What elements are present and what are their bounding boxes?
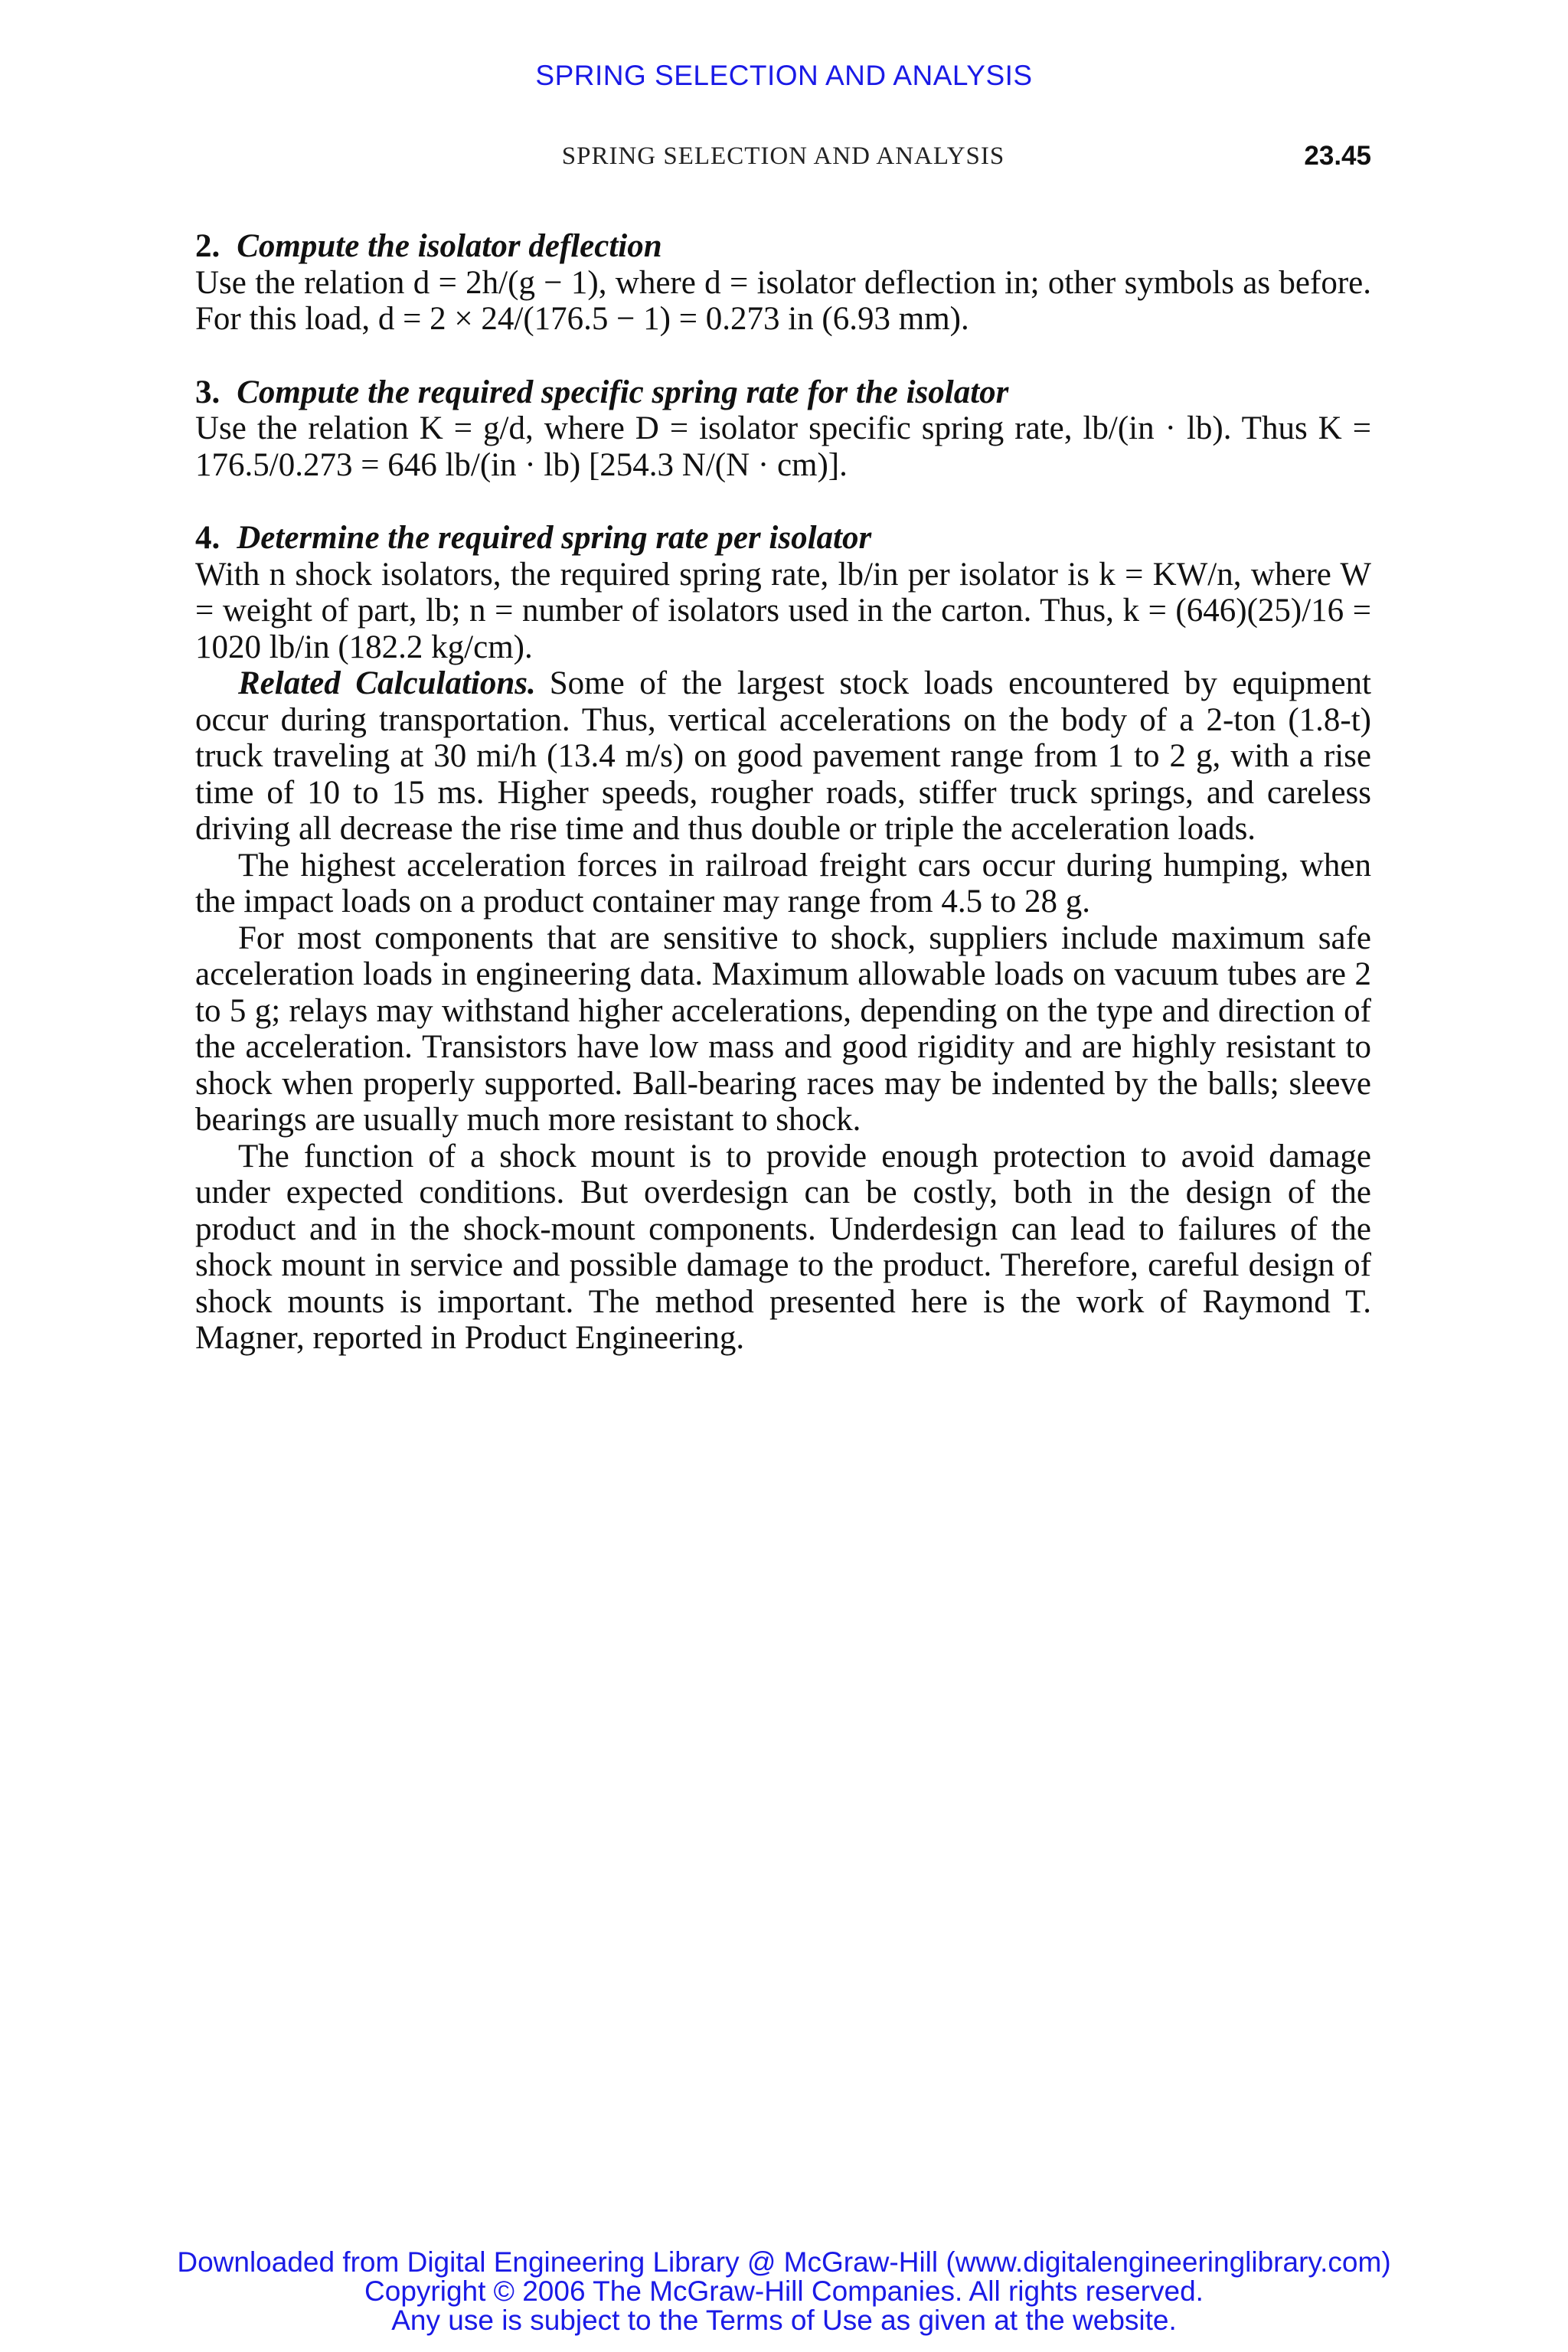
related-calculations-paragraph	[195, 665, 1371, 848]
step-number: 4.	[195, 520, 220, 556]
step-heading	[195, 374, 1371, 411]
page-body	[195, 228, 1371, 1357]
footer-terms[interactable]: Any use is subject to the Terms of Use as given at the website.	[391, 2305, 1177, 2336]
step-heading	[195, 228, 1371, 265]
running-head-title: SPRING SELECTION AND ANALYSIS	[561, 142, 1005, 170]
step-number: 3.	[195, 374, 220, 410]
step-number: 2.	[195, 228, 220, 264]
page-number: 23.45	[1304, 141, 1371, 171]
step-body: Use the relation K = g/d, where D = isolator specific spring rate, lb/(in · lb). Thus K = 176.5/0.273 = 646 lb/(in · lb) [254.3 N/(N · cm)].	[195, 410, 1371, 483]
step-heading	[195, 520, 1371, 557]
step-body: With n shock isolators, the required spring rate, lb/in per isolator is k = KW/n, where W = weight of part, lb; n = number of isolators used in the carton. Thus, k = (646)(25)/16 = 1020 lb/in (182.2 kg/cm).	[195, 556, 1371, 665]
top-chapter-link[interactable]: SPRING SELECTION AND ANALYSIS	[535, 60, 1033, 91]
step-title: Compute the required specific spring rate for the isolator	[237, 374, 1009, 410]
step-2	[195, 228, 1371, 338]
step-body: Use the relation d = 2h/(g − 1), where d = isolator deflection in; other symbols as before. For this load, d = 2 × 24/(176.5 − 1) = 0.273 in (6.93 mm).	[195, 264, 1371, 337]
step-3	[195, 374, 1371, 484]
related-calculations-heading: Related Calculations.	[238, 665, 536, 701]
footer	[0, 2248, 1568, 2335]
paragraph: The highest acceleration forces in railroad freight cars occur during humping, when the impact loads on a product container may range from 4.5 to 28 g.	[195, 847, 1371, 920]
step-title: Determine the required spring rate per isolator	[237, 520, 872, 556]
footer-download-link[interactable]: Downloaded from Digital Engineering Library @ McGraw-Hill (www.digitalengineeringlibrary.com)	[177, 2246, 1391, 2278]
step-title: Compute the isolator deflection	[237, 228, 662, 264]
footer-copyright[interactable]: Copyright © 2006 The McGraw-Hill Companies. All rights reserved.	[364, 2275, 1204, 2307]
paragraph: For most components that are sensitive to shock, suppliers include maximum safe acceleration loads in engineering data. Maximum allowable loads on vacuum tubes are 2 to 5 g; relays may withstand higher accelerations, depending on the type and direction of the acceleration. Transistors have low mass and good rigidity and are highly resistant to shock when properly supported. Ball-bearing races may be indented by the balls; sleeve bearings are usually much more resistant to shock.	[195, 920, 1371, 1138]
paragraph-text: Some of the largest stock loads encountered by equipment occur during transportation. Thus, vertical accelerations on the body of a 2-ton (1.8-t) truck traveling at 30 mi/h (13.4 m/s) on good pavement range from 1 to 2 g, with a rise time of 10 to 15 ms. Higher speeds, rougher roads, stiffer truck springs, and careless driving all decrease the rise time and thus double or triple the acceleration loads.	[195, 665, 1371, 847]
running-head	[195, 142, 1371, 176]
step-4	[195, 520, 1371, 665]
paragraph: The function of a shock mount is to provide enough protection to avoid damage under expected conditions. But overdesign can be costly, both in the design of the product and in the shock-mount components. Underdesign can lead to failures of the shock mount in service and possible damage to the product. Therefore, careful design of shock mounts is important. The method presented here is the work of Raymond T. Magner, reported in Product Engineering.	[195, 1138, 1371, 1356]
